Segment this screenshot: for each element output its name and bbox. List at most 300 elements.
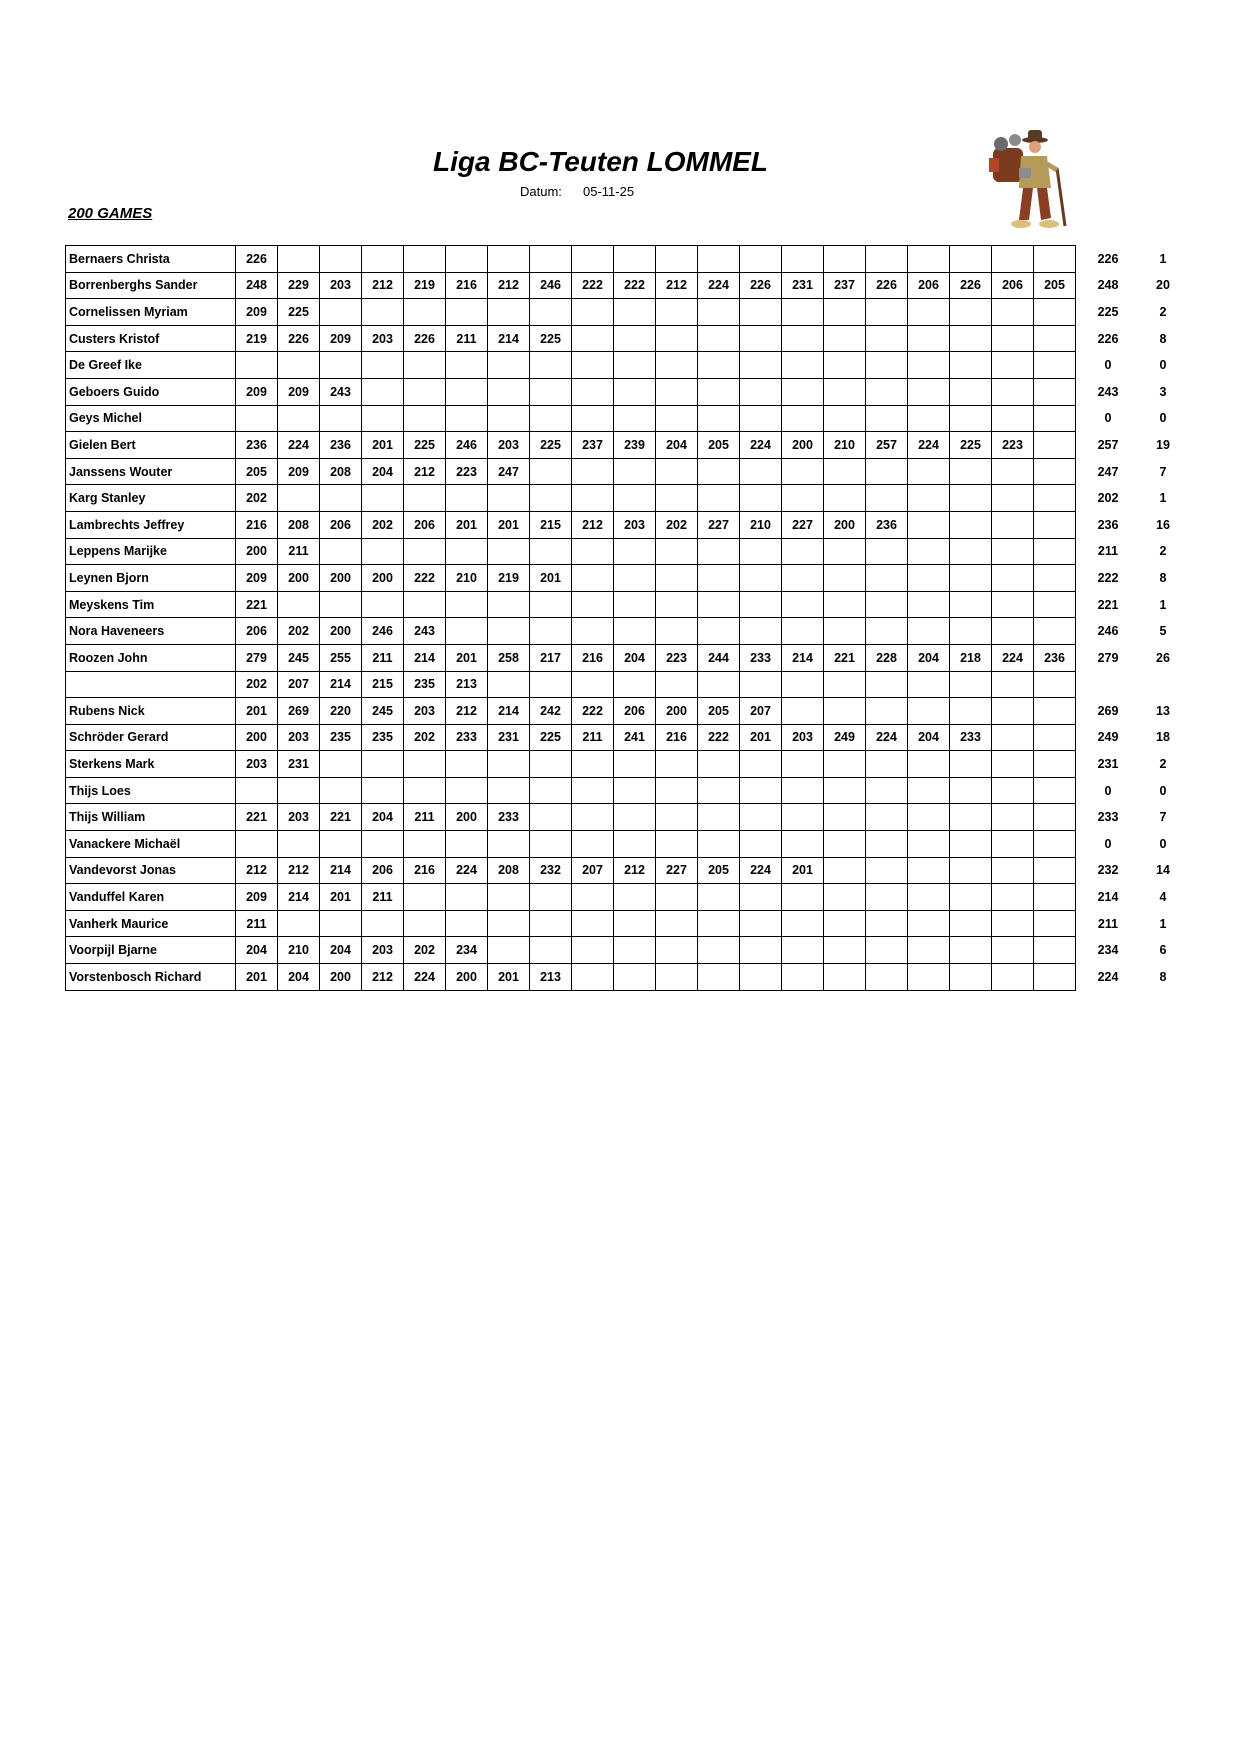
section-heading: 200 GAMES	[68, 205, 153, 222]
game-score-cell	[278, 405, 320, 432]
game-score-cell: 279	[236, 644, 278, 671]
game-score-cell: 249	[824, 724, 866, 751]
game-score-cell	[908, 618, 950, 645]
game-score-cell	[992, 937, 1034, 964]
game-score-cell: 212	[362, 272, 404, 299]
game-count: 7	[1159, 810, 1167, 825]
game-score-cell	[740, 751, 782, 778]
game-score-cell	[866, 246, 908, 273]
game-score-cell	[1034, 804, 1076, 831]
game-score-cell: 224	[404, 964, 446, 991]
game-score-cell	[866, 591, 908, 618]
game-score-cell	[488, 910, 530, 937]
game-score-cell	[572, 910, 614, 937]
game-score-cell	[656, 884, 698, 911]
best-score: 269	[1097, 703, 1119, 718]
game-score-cell	[656, 937, 698, 964]
game-score-cell	[782, 751, 824, 778]
game-score-cell: 209	[320, 325, 362, 352]
game-score-cell	[698, 246, 740, 273]
game-score-cell	[488, 485, 530, 512]
game-score-cell: 222	[698, 724, 740, 751]
game-score-cell	[320, 831, 362, 858]
game-score-cell: 221	[236, 804, 278, 831]
table-row	[66, 538, 1191, 565]
game-score-cell: 201	[488, 964, 530, 991]
game-score-cell	[866, 671, 908, 698]
table-row	[66, 432, 1191, 459]
game-score-cell	[950, 777, 992, 804]
table-row	[66, 857, 1191, 884]
game-score-cell: 222	[572, 698, 614, 725]
game-score-cell	[614, 831, 656, 858]
game-count: 1	[1159, 251, 1167, 266]
game-score-cell	[908, 458, 950, 485]
game-score-cell: 203	[782, 724, 824, 751]
best-score: 257	[1097, 437, 1119, 452]
game-score-cell	[278, 485, 320, 512]
game-score-cell	[404, 246, 446, 273]
game-score-cell	[404, 405, 446, 432]
game-score-cell	[446, 299, 488, 326]
game-score-cell	[992, 591, 1034, 618]
game-score-cell: 236	[866, 511, 908, 538]
game-score-cell: 201	[320, 884, 362, 911]
game-score-cell: 216	[404, 857, 446, 884]
game-score-cell: 231	[782, 272, 824, 299]
game-score-cell	[572, 804, 614, 831]
game-score-cell	[488, 751, 530, 778]
game-score-cell: 219	[236, 325, 278, 352]
best-score: 211	[1097, 916, 1119, 931]
table-row	[66, 777, 1191, 804]
game-score-cell	[824, 458, 866, 485]
table-row	[66, 591, 1191, 618]
game-score-cell	[950, 325, 992, 352]
game-score-cell	[866, 804, 908, 831]
game-score-cell	[530, 378, 572, 405]
game-score-cell	[866, 378, 908, 405]
game-score-cell	[908, 884, 950, 911]
game-score-cell: 235	[404, 671, 446, 698]
game-score-cell: 231	[488, 724, 530, 751]
game-score-cell: 222	[614, 272, 656, 299]
game-score-cell	[656, 591, 698, 618]
game-score-cell	[866, 565, 908, 592]
game-score-cell	[992, 804, 1034, 831]
game-score-cell: 214	[488, 325, 530, 352]
player-name: Leynen Bjorn	[66, 565, 236, 592]
game-count: 26	[1156, 650, 1170, 665]
game-score-cell: 211	[572, 724, 614, 751]
game-score-cell	[320, 485, 362, 512]
game-score-cell	[782, 325, 824, 352]
player-name: Vandevorst Jonas	[66, 857, 236, 884]
game-score-cell: 232	[530, 857, 572, 884]
game-score-cell	[908, 777, 950, 804]
game-score-cell: 233	[740, 644, 782, 671]
game-score-cell	[782, 618, 824, 645]
game-score-cell	[530, 831, 572, 858]
game-score-cell: 241	[614, 724, 656, 751]
game-score-cell	[446, 405, 488, 432]
best-score: 226	[1097, 251, 1119, 266]
game-score-cell: 208	[278, 511, 320, 538]
game-score-cell	[404, 831, 446, 858]
player-name: Thijs Loes	[66, 777, 236, 804]
game-score-cell: 204	[236, 937, 278, 964]
game-score-cell: 224	[740, 432, 782, 459]
game-score-cell	[908, 698, 950, 725]
game-score-cell	[404, 485, 446, 512]
game-score-cell	[992, 910, 1034, 937]
game-score-cell	[362, 299, 404, 326]
game-score-cell	[572, 458, 614, 485]
game-score-cell	[782, 485, 824, 512]
game-score-cell	[866, 751, 908, 778]
game-score-cell	[614, 964, 656, 991]
game-score-cell	[950, 405, 992, 432]
game-score-cell: 200	[320, 964, 362, 991]
game-score-cell	[572, 618, 614, 645]
game-score-cell	[866, 857, 908, 884]
game-score-cell	[1034, 698, 1076, 725]
game-score-cell: 213	[446, 671, 488, 698]
game-score-cell: 255	[320, 644, 362, 671]
game-score-cell: 212	[614, 857, 656, 884]
best-score: 0	[1104, 411, 1112, 426]
game-score-cell	[698, 937, 740, 964]
game-score-cell: 225	[404, 432, 446, 459]
game-score-cell	[740, 884, 782, 911]
game-score-cell	[1034, 458, 1076, 485]
game-score-cell	[656, 565, 698, 592]
player-name: Geboers Guido	[66, 378, 236, 405]
game-score-cell: 206	[908, 272, 950, 299]
game-score-cell	[572, 884, 614, 911]
best-score: 225	[1097, 304, 1119, 319]
game-score-cell	[320, 352, 362, 379]
game-score-cell	[908, 804, 950, 831]
game-score-cell: 225	[530, 325, 572, 352]
game-score-cell: 226	[740, 272, 782, 299]
game-score-cell: 202	[236, 485, 278, 512]
game-count: 6	[1159, 943, 1167, 958]
game-count: 1	[1159, 916, 1167, 931]
game-score-cell	[824, 671, 866, 698]
game-score-cell	[824, 698, 866, 725]
game-score-cell	[404, 538, 446, 565]
game-score-cell	[950, 804, 992, 831]
table-row	[66, 565, 1191, 592]
game-score-cell	[992, 964, 1034, 991]
game-score-cell	[908, 751, 950, 778]
game-score-cell	[698, 804, 740, 831]
game-score-cell: 211	[404, 804, 446, 831]
game-score-cell	[572, 325, 614, 352]
player-name: Leppens Marijke	[66, 538, 236, 565]
game-score-cell	[614, 618, 656, 645]
game-score-cell: 224	[992, 644, 1034, 671]
game-count: 19	[1156, 437, 1170, 452]
game-score-cell	[530, 458, 572, 485]
game-score-cell: 223	[446, 458, 488, 485]
game-score-cell	[656, 458, 698, 485]
game-score-cell: 209	[236, 299, 278, 326]
game-score-cell: 215	[362, 671, 404, 698]
game-score-cell	[950, 511, 992, 538]
game-score-cell: 200	[236, 724, 278, 751]
game-count	[1136, 671, 1191, 698]
game-score-cell	[362, 378, 404, 405]
game-score-cell	[698, 884, 740, 911]
game-score-cell	[446, 378, 488, 405]
game-score-cell: 206	[992, 272, 1034, 299]
game-score-cell	[572, 964, 614, 991]
game-score-cell	[1034, 751, 1076, 778]
game-score-cell: 212	[236, 857, 278, 884]
game-score-cell: 200	[362, 565, 404, 592]
table-row	[66, 458, 1191, 485]
game-score-cell: 209	[236, 378, 278, 405]
game-score-cell	[572, 378, 614, 405]
best-score: 222	[1097, 570, 1119, 585]
game-score-cell	[530, 246, 572, 273]
game-score-cell	[908, 538, 950, 565]
game-score-cell	[866, 910, 908, 937]
game-score-cell	[1034, 910, 1076, 937]
game-score-cell	[1034, 405, 1076, 432]
best-score: 221	[1097, 597, 1119, 612]
game-score-cell: 211	[278, 538, 320, 565]
game-score-cell	[1034, 884, 1076, 911]
game-score-cell	[614, 937, 656, 964]
best-score: 231	[1097, 757, 1119, 772]
game-score-cell: 203	[236, 751, 278, 778]
game-score-cell: 236	[236, 432, 278, 459]
game-score-cell	[782, 565, 824, 592]
game-score-cell	[740, 804, 782, 831]
game-score-cell	[740, 458, 782, 485]
game-score-cell	[698, 485, 740, 512]
player-name: Borrenberghs Sander	[66, 272, 236, 299]
game-score-cell	[992, 378, 1034, 405]
game-score-cell	[530, 751, 572, 778]
game-count: 20	[1156, 278, 1170, 293]
game-score-cell	[782, 804, 824, 831]
game-score-cell	[404, 352, 446, 379]
game-score-cell: 224	[446, 857, 488, 884]
game-score-cell	[992, 777, 1034, 804]
game-score-cell	[908, 299, 950, 326]
game-score-cell: 225	[278, 299, 320, 326]
game-score-cell: 239	[614, 432, 656, 459]
player-name: Bernaers Christa	[66, 246, 236, 273]
game-score-cell	[320, 751, 362, 778]
best-score: 243	[1097, 384, 1119, 399]
game-score-cell	[698, 777, 740, 804]
game-score-cell	[530, 671, 572, 698]
game-score-cell	[908, 378, 950, 405]
game-score-cell	[656, 485, 698, 512]
game-score-cell: 202	[278, 618, 320, 645]
game-score-cell: 234	[446, 937, 488, 964]
game-score-cell	[824, 964, 866, 991]
table-row	[66, 272, 1191, 299]
table-row	[66, 937, 1191, 964]
game-score-cell: 236	[1034, 644, 1076, 671]
game-score-cell	[698, 591, 740, 618]
game-score-cell	[614, 777, 656, 804]
game-score-cell	[950, 857, 992, 884]
game-score-cell	[320, 299, 362, 326]
game-score-cell	[740, 831, 782, 858]
game-score-cell: 201	[782, 857, 824, 884]
game-score-cell: 216	[572, 644, 614, 671]
game-score-cell: 236	[320, 432, 362, 459]
game-score-cell	[530, 591, 572, 618]
game-count: 5	[1159, 624, 1167, 639]
player-name: Meyskens Tim	[66, 591, 236, 618]
game-score-cell: 208	[320, 458, 362, 485]
game-score-cell: 204	[908, 644, 950, 671]
game-score-cell	[404, 751, 446, 778]
game-score-cell	[698, 325, 740, 352]
game-score-cell	[278, 831, 320, 858]
player-name: Cornelissen Myriam	[66, 299, 236, 326]
game-score-cell: 201	[236, 964, 278, 991]
game-score-cell	[950, 538, 992, 565]
game-score-cell	[992, 698, 1034, 725]
game-score-cell	[488, 299, 530, 326]
game-score-cell	[824, 246, 866, 273]
game-score-cell: 216	[446, 272, 488, 299]
game-score-cell	[488, 831, 530, 858]
game-score-cell	[614, 405, 656, 432]
game-score-cell	[698, 458, 740, 485]
game-score-cell	[614, 884, 656, 911]
game-score-cell	[740, 565, 782, 592]
game-score-cell	[1034, 378, 1076, 405]
game-score-cell	[488, 591, 530, 618]
game-score-cell: 227	[656, 857, 698, 884]
game-score-cell: 207	[278, 671, 320, 698]
game-score-cell	[1034, 591, 1076, 618]
game-score-cell	[488, 352, 530, 379]
game-score-cell	[278, 910, 320, 937]
player-name: Rubens Nick	[66, 698, 236, 725]
game-score-cell	[992, 538, 1034, 565]
game-score-cell	[530, 352, 572, 379]
game-score-cell	[1034, 857, 1076, 884]
game-score-cell	[488, 538, 530, 565]
game-score-cell	[992, 485, 1034, 512]
game-score-cell: 204	[656, 432, 698, 459]
game-score-cell: 214	[488, 698, 530, 725]
game-score-cell	[530, 804, 572, 831]
player-name: Schröder Gerard	[66, 724, 236, 751]
game-score-cell: 248	[236, 272, 278, 299]
best-score: 202	[1097, 491, 1119, 506]
game-score-cell	[656, 299, 698, 326]
game-score-cell	[656, 751, 698, 778]
game-score-cell: 229	[278, 272, 320, 299]
game-count: 1	[1159, 491, 1167, 506]
game-score-cell	[782, 299, 824, 326]
game-score-cell: 204	[908, 724, 950, 751]
best-score: 214	[1097, 890, 1119, 905]
game-score-cell	[488, 405, 530, 432]
game-score-cell	[488, 618, 530, 645]
game-score-cell	[950, 884, 992, 911]
game-score-cell	[278, 777, 320, 804]
game-score-cell	[992, 299, 1034, 326]
game-score-cell	[572, 777, 614, 804]
game-score-cell: 221	[320, 804, 362, 831]
game-score-cell	[572, 565, 614, 592]
best-score: 0	[1104, 358, 1112, 373]
game-score-cell	[1034, 724, 1076, 751]
game-score-cell	[488, 671, 530, 698]
game-count: 8	[1159, 331, 1167, 346]
game-score-cell	[866, 831, 908, 858]
game-score-cell: 227	[698, 511, 740, 538]
game-score-cell	[740, 591, 782, 618]
game-score-cell: 224	[866, 724, 908, 751]
game-score-cell: 203	[614, 511, 656, 538]
game-score-cell: 214	[782, 644, 824, 671]
game-score-cell: 204	[362, 458, 404, 485]
table-row	[66, 671, 1191, 698]
game-score-cell: 205	[1034, 272, 1076, 299]
game-score-cell: 247	[488, 458, 530, 485]
game-score-cell	[698, 565, 740, 592]
game-score-cell	[278, 246, 320, 273]
table-row	[66, 325, 1191, 352]
game-score-cell	[488, 884, 530, 911]
game-score-cell: 243	[320, 378, 362, 405]
game-score-cell	[572, 831, 614, 858]
game-count: 13	[1156, 703, 1170, 718]
game-score-cell: 212	[404, 458, 446, 485]
game-score-cell	[782, 937, 824, 964]
game-score-cell: 201	[446, 644, 488, 671]
game-score-cell: 204	[362, 804, 404, 831]
game-score-cell: 203	[278, 804, 320, 831]
game-score-cell	[698, 964, 740, 991]
game-score-cell	[698, 751, 740, 778]
game-score-cell: 212	[572, 511, 614, 538]
teut-peddler-icon	[985, 128, 1085, 238]
game-score-cell	[950, 246, 992, 273]
game-score-cell	[362, 777, 404, 804]
game-score-cell	[992, 671, 1034, 698]
game-score-cell: 200	[320, 565, 362, 592]
game-score-cell	[698, 378, 740, 405]
game-score-cell	[320, 777, 362, 804]
game-score-cell	[950, 299, 992, 326]
game-score-cell: 210	[446, 565, 488, 592]
game-score-cell	[1034, 937, 1076, 964]
game-score-cell: 226	[866, 272, 908, 299]
game-score-cell	[362, 246, 404, 273]
game-score-cell: 226	[950, 272, 992, 299]
scores-table	[65, 245, 1191, 991]
datum-label: Datum:	[520, 184, 562, 199]
game-score-cell	[656, 831, 698, 858]
game-score-cell	[824, 299, 866, 326]
game-score-cell	[656, 910, 698, 937]
